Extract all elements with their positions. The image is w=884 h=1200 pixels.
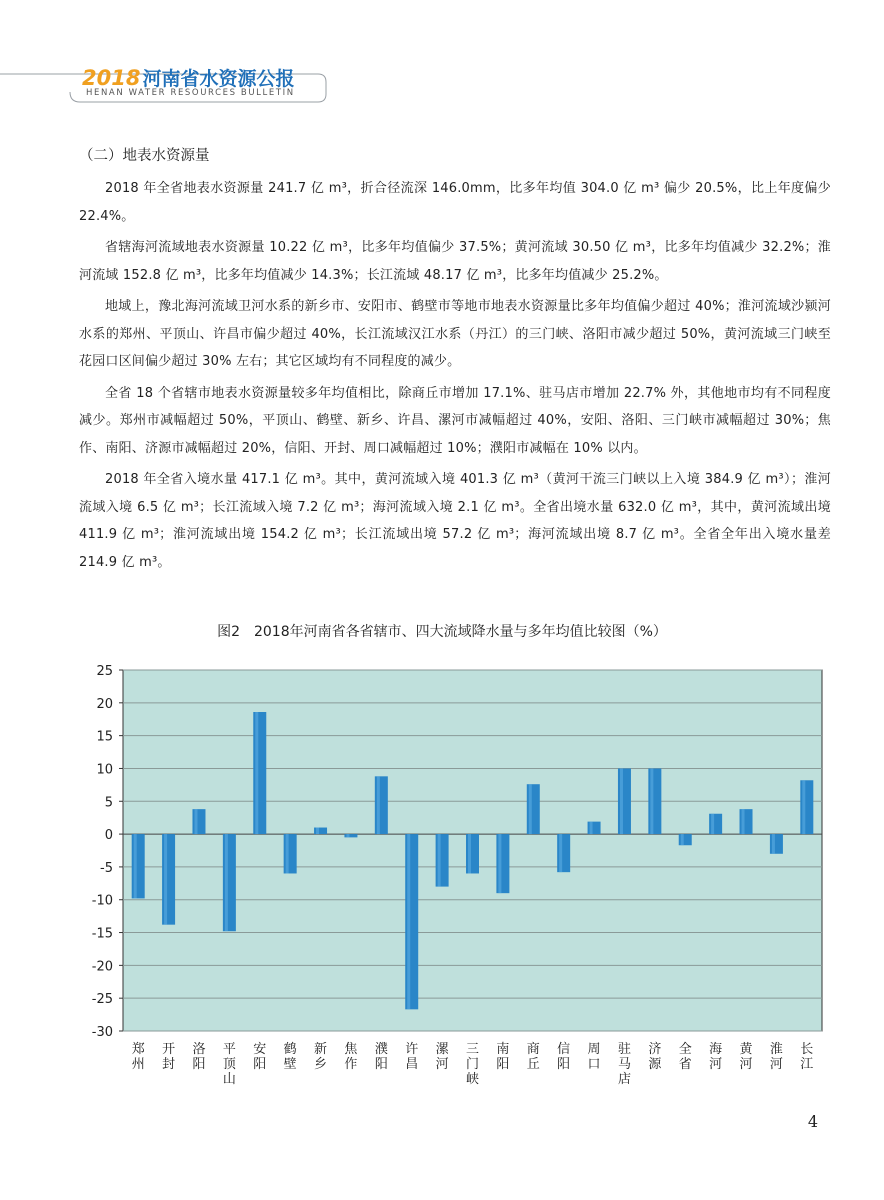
bar [800, 780, 813, 834]
bar-highlight [681, 834, 684, 845]
bar-highlight [164, 834, 167, 925]
bar-highlight [407, 834, 410, 1009]
bar [344, 834, 357, 837]
bar-highlight [772, 834, 775, 854]
x-tick-label: 淮河 [769, 1042, 783, 1072]
bar [192, 809, 205, 834]
bar [648, 768, 661, 834]
bar-highlight [468, 834, 471, 873]
bar-highlight [498, 834, 501, 893]
y-tick-label: 15 [96, 729, 113, 745]
bar [496, 834, 509, 893]
bar-highlight [286, 834, 289, 873]
x-tick-label: 长江 [800, 1042, 814, 1072]
paragraph: 全省 18 个省辖市地表水资源量较多年均值相比，除商丘市增加 17.1%、驻马店市增加 22.7% 外，其他地市均有不同程度减少。郑州市减幅超过 50%，平顶山、鹤壁、新乡、许昌、漯河市减幅超过 40%，安阳、洛阳、三门峡市减幅超过 30%；焦作、南阳、济源市减幅超过 20%，信阳、开封、周口减幅超过 10%；濮阳市减幅在 10% 以内。 [79, 385, 831, 456]
bar-highlight [225, 834, 228, 931]
x-tick-label: 濮阳 [374, 1042, 388, 1072]
x-tick-label: 南阳 [496, 1042, 510, 1072]
bar [223, 834, 236, 931]
bar-highlight [255, 712, 258, 834]
bar [314, 828, 327, 835]
bar [679, 834, 692, 845]
x-tick-label: 信阳 [557, 1042, 571, 1072]
y-tick-label: 5 [104, 795, 113, 811]
bar [436, 834, 449, 887]
bar [466, 834, 479, 873]
header-title: 河南省水资源公报 [142, 68, 295, 90]
x-tick-label: 开封 [162, 1042, 176, 1072]
x-tick-label: 新乡 [314, 1042, 328, 1072]
x-tick-label: 许昌 [405, 1042, 419, 1072]
bar-highlight [802, 780, 805, 834]
bar-highlight [438, 834, 441, 887]
bar [618, 768, 631, 834]
paragraph: 地域上，豫北海河流域卫河水系的新乡市、安阳市、鹤壁市等地市地表水资源量比多年均值偏少超过 40%；淮河流域沙颍河水系的郑州、平顶山、许昌市偏少超过 40%，长江流域汉江水系（丹江）的三门峡、洛阳市减少超过 50%，黄河流域三门峡至花园口区间偏少超过 30% 左右；其它区域均有不同程度的减少。 [79, 299, 831, 369]
bar [770, 834, 783, 854]
y-tick-label: -30 [91, 1025, 113, 1040]
x-tick-label: 平顶山 [222, 1042, 236, 1087]
x-tick-label: 焦作 [344, 1042, 358, 1072]
bar [162, 834, 175, 925]
x-tick-label: 海河 [709, 1042, 723, 1072]
bar [527, 784, 540, 834]
bar-highlight [711, 814, 714, 834]
bar [740, 809, 753, 834]
paragraph: 省辖海河流域地表水资源量 10.22 亿 m³，比多年均值偏少 37.5%；黄河流域 30.50 亿 m³，比多年均值减少 32.2%；淮河流域 152.8 亿 m³，比多年均值减少 14.3%；长江流域 48.17 亿 m³，比多年均值减少 25.2%。 [79, 240, 831, 283]
bar [253, 712, 266, 834]
bar-highlight [590, 822, 593, 834]
bar [588, 822, 601, 834]
y-tick-label: -5 [100, 860, 113, 876]
x-tick-label: 安阳 [253, 1042, 267, 1072]
header-subtitle: HENAN WATER RESOURCES BULLETIN [86, 88, 295, 98]
bar [284, 834, 297, 873]
header-year: 2018 [82, 66, 141, 90]
y-tick-label: -20 [91, 959, 113, 975]
chart-title: 图2 2018年河南省各省辖市、四大流域降水量与多年均值比较图（%） [217, 624, 667, 640]
y-tick-label: -25 [91, 992, 113, 1008]
bulletin-logo [82, 64, 294, 91]
section-title: （二）地表水资源量 [79, 148, 210, 164]
y-tick-label: 10 [96, 762, 113, 778]
x-tick-label: 商丘 [526, 1042, 540, 1072]
bar-highlight [529, 784, 532, 834]
bar-highlight [559, 834, 562, 872]
bar-highlight [620, 768, 623, 834]
x-tick-label: 驻马店 [617, 1042, 631, 1087]
main-content [79, 143, 831, 580]
bar-highlight [377, 776, 380, 834]
bar [709, 814, 722, 834]
y-tick-label: 0 [104, 828, 113, 844]
bar-highlight [194, 809, 197, 834]
x-tick-label: 洛阳 [192, 1042, 206, 1072]
bar [405, 834, 418, 1009]
paragraph: 2018 年全省地表水资源量 241.7 亿 m³，折合径流深 146.0mm，比多年均值 304.0 亿 m³ 偏少 20.5%，比上年度偏少 22.4%。 [79, 181, 831, 224]
x-tick-label: 黄河 [739, 1042, 753, 1072]
x-tick-label: 漯河 [435, 1042, 449, 1072]
bar-highlight [650, 768, 653, 834]
x-tick-label: 鹤壁 [283, 1042, 297, 1072]
x-tick-label: 三门峡 [465, 1042, 480, 1087]
bar [557, 834, 570, 872]
x-tick-label: 周口 [587, 1042, 601, 1072]
x-tick-label: 济源 [648, 1042, 662, 1072]
bulletin-header [0, 56, 884, 106]
page-number: 4 [807, 1112, 818, 1131]
bar-highlight [134, 834, 137, 898]
bar [375, 776, 388, 834]
bar [132, 834, 145, 898]
x-tick-label: 郑州 [131, 1042, 145, 1072]
bar-highlight [346, 834, 349, 837]
y-tick-label: 20 [96, 696, 113, 712]
y-tick-label: -15 [91, 926, 113, 942]
bar-highlight [316, 828, 319, 835]
y-tick-label: -10 [91, 893, 113, 909]
paragraph: 2018 年全省入境水量 417.1 亿 m³。其中，黄河流域入境 401.3 亿 m³（黄河干流三门峡以上入境 384.9 亿 m³）；淮河流域入境 6.5 亿 m³；长江流域入境 7.2 亿 m³；海河流域入境 2.1 亿 m³。全省出境水量 632.0 亿 m³，其中，黄河流域出境 411.9 亿 m³；淮河流域出境 154.2 亿 m³；长江流域出境 57.2 亿 m³；海河流域出境 8.7 亿 m³。全省全年出入境水量差 214.9 亿 m³。 [79, 472, 831, 570]
x-tick-label: 全省 [678, 1042, 692, 1072]
precipitation-comparison-chart [0, 650, 884, 1100]
bar-highlight [742, 809, 745, 834]
y-tick-label: 25 [96, 664, 113, 679]
